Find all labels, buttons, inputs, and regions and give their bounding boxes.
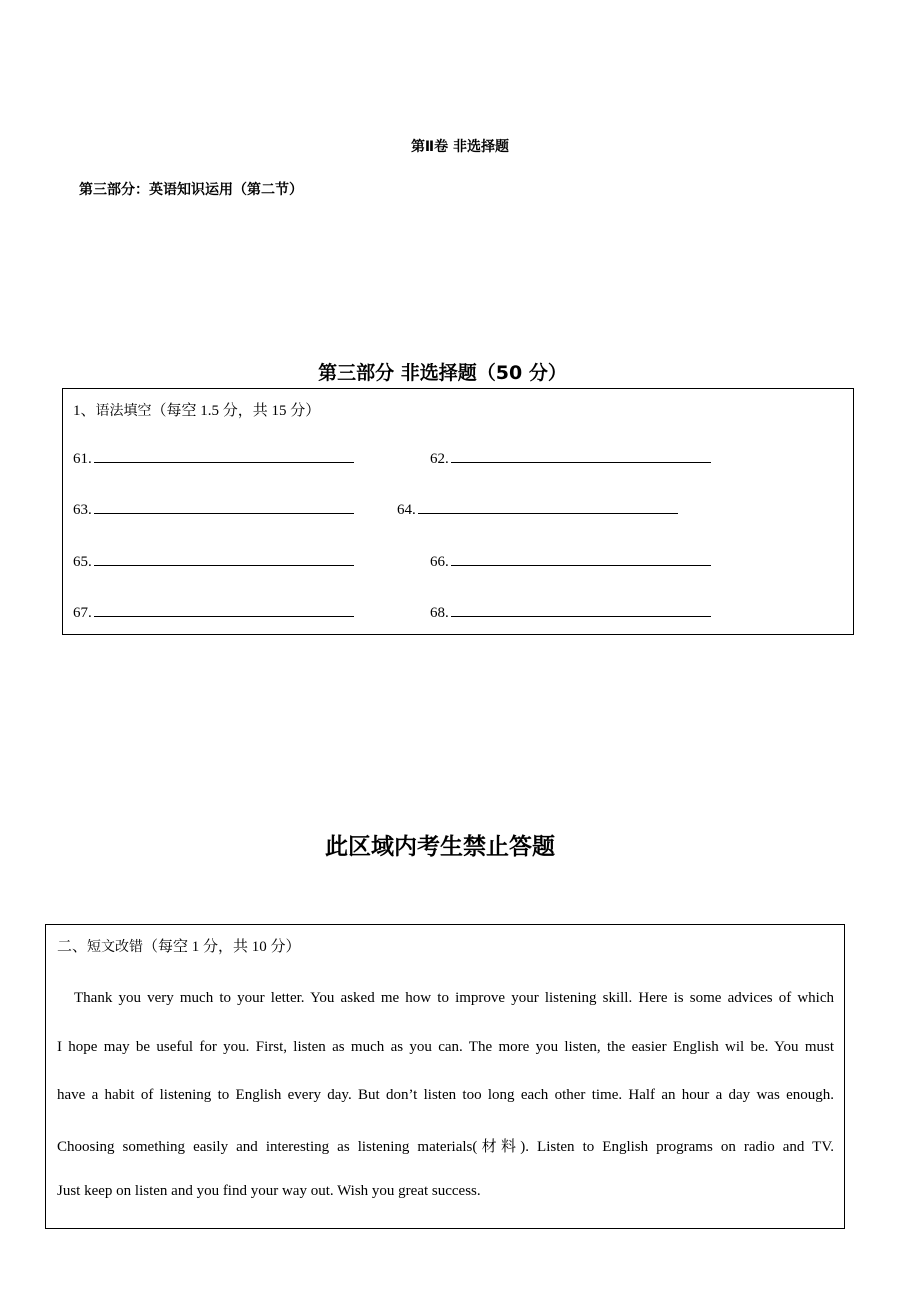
grammar-fill-heading-note: （每空 1.5 分，共 15 分）: [151, 403, 321, 419]
passage-line-1: Thank you very much to your letter. You asked me how to improve your listening skill. Here is some advices of which: [74, 990, 834, 1006]
answer-blank-65[interactable]: [73, 551, 354, 571]
answer-line[interactable]: [418, 499, 678, 514]
answer-number: 67.: [73, 605, 92, 621]
answer-line[interactable]: [94, 499, 354, 514]
answer-blank-63[interactable]: [73, 499, 354, 519]
answer-blank-67[interactable]: [73, 602, 354, 622]
error-correction-heading-num: 二、: [57, 939, 88, 955]
answer-blank-61[interactable]: [73, 448, 354, 468]
no-answer-notice: 此区域内考生禁止答题: [325, 834, 555, 860]
passage-line-5: Just keep on listen and you find your way out. Wish you great success.: [57, 1183, 481, 1199]
answer-number: 65.: [73, 554, 92, 570]
answer-line[interactable]: [451, 448, 711, 463]
answer-blank-66[interactable]: [430, 551, 711, 571]
volume-title: 第Ⅱ卷 非选择题: [410, 139, 510, 155]
error-correction-box: [45, 924, 845, 1229]
answer-blank-68[interactable]: [430, 602, 711, 622]
answer-line[interactable]: [94, 551, 354, 566]
answer-number: 64.: [397, 502, 416, 518]
answer-number: 66.: [430, 554, 449, 570]
answer-number: 62.: [430, 451, 449, 467]
answer-number: 63.: [73, 502, 92, 518]
part-title: 第三部分：英语知识运用（第二节）: [79, 182, 303, 198]
answer-line[interactable]: [451, 602, 711, 617]
passage-line-3: have a habit of listening to English every day. But don’t listen too long each other time. Half an hour a day was enough.: [57, 1087, 834, 1103]
answer-blank-62[interactable]: [430, 448, 711, 468]
error-correction-heading-title: 短文改错: [87, 939, 144, 955]
passage-line-2: I hope may be useful for you. First, listen as much as you can. The more you listen, the easier English wil be. You must: [57, 1039, 834, 1055]
answer-blank-64[interactable]: [397, 499, 678, 519]
passage-line-4: Choosing something easily and interesting as listening materials(材料). Listen to English programs on radio and TV.: [57, 1139, 834, 1155]
answer-number: 68.: [430, 605, 449, 621]
grammar-fill-heading-num: 1、: [73, 403, 96, 419]
grammar-fill-heading: [73, 399, 320, 420]
grammar-fill-box: [62, 388, 854, 635]
section-title: 第三部分 非选择题（50 分）: [318, 362, 567, 384]
grammar-fill-heading-title: 语法填空: [95, 403, 152, 419]
answer-line[interactable]: [94, 448, 354, 463]
answer-line[interactable]: [94, 602, 354, 617]
answer-number: 61.: [73, 451, 92, 467]
error-correction-heading: [57, 935, 301, 956]
answer-line[interactable]: [451, 551, 711, 566]
error-correction-heading-note: （每空 1 分，共 10 分）: [143, 939, 301, 955]
